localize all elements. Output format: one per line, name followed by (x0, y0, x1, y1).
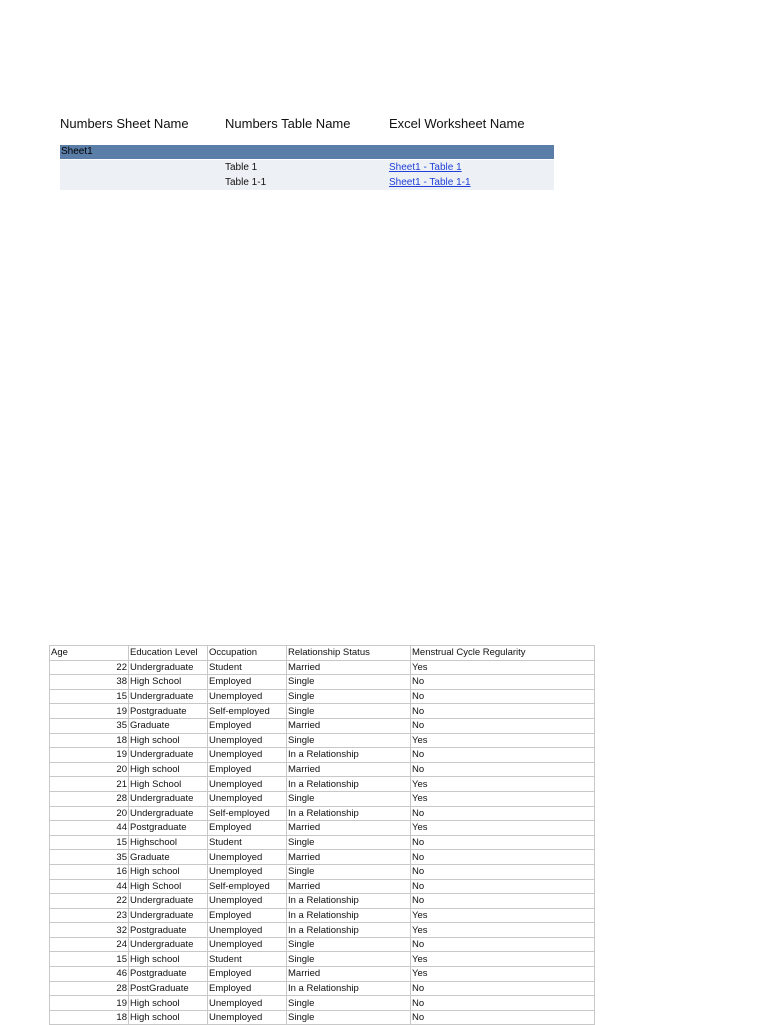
cell-age: 32 (50, 923, 129, 938)
cell-education-level: PostGraduate (129, 981, 208, 996)
cell-age: 20 (50, 806, 129, 821)
cell-age: 21 (50, 777, 129, 792)
cell-age: 16 (50, 864, 129, 879)
table-row (50, 748, 595, 763)
cell-occupation: Unemployed (208, 689, 287, 704)
cell-age: 18 (50, 1010, 129, 1025)
cell-menstrual-cycle-regularity: No (411, 835, 595, 850)
cell-menstrual-cycle-regularity: No (411, 748, 595, 763)
cell-relationship-status: Married (287, 821, 411, 836)
cell-occupation: Unemployed (208, 996, 287, 1011)
table-row (50, 850, 595, 865)
cell-relationship-status: In a Relationship (287, 748, 411, 763)
cell-age: 35 (50, 718, 129, 733)
cell-occupation: Unemployed (208, 850, 287, 865)
cell-education-level: Undergraduate (129, 937, 208, 952)
header-numbers-sheet-name: Numbers Sheet Name (60, 116, 189, 131)
cell-occupation: Unemployed (208, 894, 287, 909)
cell-education-level: High School (129, 675, 208, 690)
cell-menstrual-cycle-regularity: No (411, 689, 595, 704)
cell-relationship-status: Married (287, 850, 411, 865)
cell-occupation: Unemployed (208, 1010, 287, 1025)
cell-relationship-status: In a Relationship (287, 981, 411, 996)
table-row (50, 806, 595, 821)
cell-occupation: Unemployed (208, 791, 287, 806)
cell-age: 19 (50, 748, 129, 763)
table-row (50, 894, 595, 909)
cell-relationship-status: Single (287, 791, 411, 806)
cell-relationship-status: Single (287, 704, 411, 719)
cell-occupation: Employed (208, 821, 287, 836)
cell-relationship-status: Single (287, 835, 411, 850)
table-row (50, 967, 595, 982)
cell-menstrual-cycle-regularity: Yes (411, 660, 595, 675)
cell-education-level: High School (129, 879, 208, 894)
table-row (50, 864, 595, 879)
cell-age: 44 (50, 821, 129, 836)
cell-education-level: Undergraduate (129, 791, 208, 806)
table-row (50, 660, 595, 675)
cell-occupation: Employed (208, 967, 287, 982)
table-row (50, 835, 595, 850)
cell-age: 46 (50, 967, 129, 982)
column-header-occupation: Occupation (208, 646, 287, 661)
cell-age: 28 (50, 981, 129, 996)
table-row (50, 791, 595, 806)
cell-relationship-status: Single (287, 996, 411, 1011)
cell-occupation: Self-employed (208, 806, 287, 821)
cell-occupation: Employed (208, 675, 287, 690)
cell-education-level: High School (129, 777, 208, 792)
cell-menstrual-cycle-regularity: Yes (411, 923, 595, 938)
cell-age: 15 (50, 952, 129, 967)
cell-age: 15 (50, 689, 129, 704)
cell-age: 38 (50, 675, 129, 690)
cell-relationship-status: Single (287, 952, 411, 967)
worksheet-link[interactable]: Sheet1 - Table 1 (389, 162, 462, 173)
cell-menstrual-cycle-regularity: Yes (411, 967, 595, 982)
header-numbers-table-name: Numbers Table Name (225, 116, 351, 131)
table-row (50, 762, 595, 777)
table-row (50, 937, 595, 952)
cell-education-level: High school (129, 952, 208, 967)
cell-education-level: High school (129, 996, 208, 1011)
cell-education-level: Undergraduate (129, 894, 208, 909)
cell-relationship-status: Single (287, 864, 411, 879)
table-row (50, 675, 595, 690)
cell-education-level: Graduate (129, 718, 208, 733)
cell-occupation: Employed (208, 981, 287, 996)
cell-relationship-status: Married (287, 879, 411, 894)
table-name: Table 1 (225, 162, 258, 173)
cell-occupation: Unemployed (208, 864, 287, 879)
cell-relationship-status: Single (287, 1010, 411, 1025)
cell-occupation: Unemployed (208, 733, 287, 748)
cell-relationship-status: Single (287, 689, 411, 704)
cell-occupation: Student (208, 660, 287, 675)
cell-occupation: Self-employed (208, 704, 287, 719)
table-row (50, 952, 595, 967)
column-header-age: Age (50, 646, 129, 661)
sheet-band (60, 145, 554, 159)
cell-menstrual-cycle-regularity: No (411, 879, 595, 894)
cell-age: 18 (50, 733, 129, 748)
table-row (50, 923, 595, 938)
cell-age: 19 (50, 996, 129, 1011)
cell-education-level: Postgraduate (129, 967, 208, 982)
cell-occupation: Unemployed (208, 923, 287, 938)
cell-menstrual-cycle-regularity: No (411, 981, 595, 996)
cell-relationship-status: In a Relationship (287, 923, 411, 938)
cell-education-level: High school (129, 864, 208, 879)
cell-age: 24 (50, 937, 129, 952)
header-excel-worksheet-name: Excel Worksheet Name (389, 116, 525, 131)
cell-menstrual-cycle-regularity: No (411, 937, 595, 952)
cell-education-level: Undergraduate (129, 908, 208, 923)
column-header-education-level: Education Level (129, 646, 208, 661)
cell-occupation: Employed (208, 718, 287, 733)
cell-education-level: High school (129, 762, 208, 777)
cell-occupation: Student (208, 952, 287, 967)
data-table (49, 645, 595, 1025)
cell-menstrual-cycle-regularity: No (411, 806, 595, 821)
cell-education-level: Postgraduate (129, 704, 208, 719)
cell-education-level: Undergraduate (129, 660, 208, 675)
sheet-name: Sheet1 (61, 146, 93, 157)
cell-menstrual-cycle-regularity: Yes (411, 952, 595, 967)
cell-age: 28 (50, 791, 129, 806)
table-row (50, 996, 595, 1011)
cell-menstrual-cycle-regularity: Yes (411, 791, 595, 806)
cell-occupation: Unemployed (208, 748, 287, 763)
cell-menstrual-cycle-regularity: No (411, 675, 595, 690)
cell-age: 15 (50, 835, 129, 850)
cell-menstrual-cycle-regularity: Yes (411, 908, 595, 923)
cell-relationship-status: Married (287, 967, 411, 982)
cell-relationship-status: Married (287, 718, 411, 733)
cell-education-level: Highschool (129, 835, 208, 850)
table-row (50, 908, 595, 923)
table-row (50, 718, 595, 733)
cell-menstrual-cycle-regularity: No (411, 996, 595, 1011)
cell-relationship-status: In a Relationship (287, 908, 411, 923)
cell-menstrual-cycle-regularity: No (411, 1010, 595, 1025)
cell-menstrual-cycle-regularity: Yes (411, 821, 595, 836)
cell-occupation: Unemployed (208, 777, 287, 792)
cell-education-level: High school (129, 733, 208, 748)
cell-age: 22 (50, 894, 129, 909)
table-name: Table 1-1 (225, 177, 267, 188)
cell-occupation: Student (208, 835, 287, 850)
cell-relationship-status: Single (287, 675, 411, 690)
index-row (60, 175, 554, 190)
cell-education-level: Undergraduate (129, 748, 208, 763)
cell-age: 35 (50, 850, 129, 865)
table-row (50, 777, 595, 792)
cell-menstrual-cycle-regularity: Yes (411, 777, 595, 792)
cell-education-level: High school (129, 1010, 208, 1025)
cell-age: 23 (50, 908, 129, 923)
cell-occupation: Unemployed (208, 937, 287, 952)
cell-education-level: Undergraduate (129, 806, 208, 821)
cell-relationship-status: Single (287, 937, 411, 952)
cell-occupation: Employed (208, 762, 287, 777)
table-header-row (50, 646, 595, 661)
cell-menstrual-cycle-regularity: No (411, 850, 595, 865)
index-row (60, 160, 554, 175)
worksheet-link[interactable]: Sheet1 - Table 1-1 (389, 177, 471, 188)
cell-education-level: Postgraduate (129, 821, 208, 836)
cell-relationship-status: In a Relationship (287, 894, 411, 909)
table-row (50, 704, 595, 719)
cell-education-level: Graduate (129, 850, 208, 865)
cell-occupation: Employed (208, 908, 287, 923)
table-row (50, 689, 595, 704)
cell-relationship-status: In a Relationship (287, 777, 411, 792)
cell-menstrual-cycle-regularity: No (411, 894, 595, 909)
cell-education-level: Undergraduate (129, 689, 208, 704)
table-row (50, 821, 595, 836)
cell-menstrual-cycle-regularity: Yes (411, 733, 595, 748)
cell-age: 20 (50, 762, 129, 777)
cell-relationship-status: Married (287, 762, 411, 777)
cell-age: 19 (50, 704, 129, 719)
cell-education-level: Postgraduate (129, 923, 208, 938)
cell-menstrual-cycle-regularity: No (411, 704, 595, 719)
cell-relationship-status: Single (287, 733, 411, 748)
column-header-menstrual-cycle-regularity: Menstrual Cycle Regularity (411, 646, 595, 661)
cell-age: 22 (50, 660, 129, 675)
table-row (50, 733, 595, 748)
cell-menstrual-cycle-regularity: No (411, 864, 595, 879)
cell-occupation: Self-employed (208, 879, 287, 894)
cell-relationship-status: Married (287, 660, 411, 675)
table-row (50, 981, 595, 996)
cell-menstrual-cycle-regularity: No (411, 762, 595, 777)
column-header-relationship-status: Relationship Status (287, 646, 411, 661)
cell-age: 44 (50, 879, 129, 894)
table-row (50, 1010, 595, 1025)
table-row (50, 879, 595, 894)
cell-menstrual-cycle-regularity: No (411, 718, 595, 733)
cell-relationship-status: In a Relationship (287, 806, 411, 821)
